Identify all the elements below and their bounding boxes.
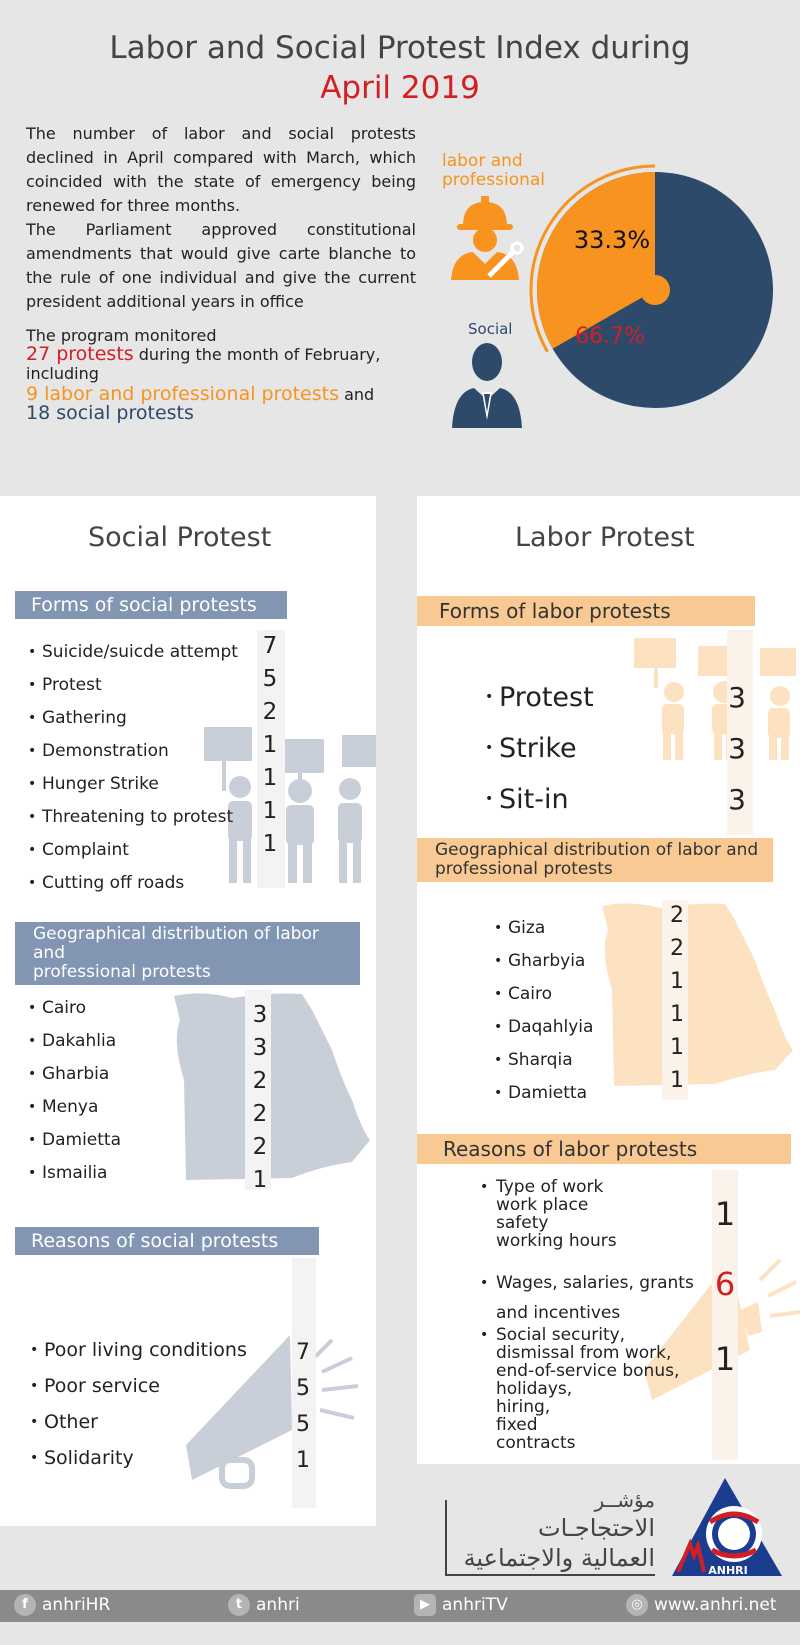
- social-form-item-label: Suicide/suicde attempt: [42, 642, 238, 662]
- social-reason-item: [30, 1368, 320, 1404]
- labor-reason-item: • Social security, dismissal from work, end-of-service bonus, holidays, hiring, fixed contracts: [480, 1326, 710, 1452]
- social-form-item: [28, 735, 268, 768]
- social-reason-item-label: Poor living conditions: [44, 1339, 247, 1361]
- social-form-item: [28, 702, 268, 735]
- social-geo-item: [28, 1157, 258, 1190]
- labor-geo-item-label: Cairo: [508, 984, 553, 1004]
- labor-form-item: [485, 774, 755, 825]
- social-geo-item-count: 2: [252, 1134, 268, 1160]
- labor-form-item-count: 3: [728, 681, 746, 714]
- labor-reason-item: • Wages, salaries, grants and incentives: [480, 1268, 710, 1328]
- social-geo-item-count: 1: [252, 1167, 268, 1193]
- footer-twitter-link[interactable]: t anhri: [228, 1594, 300, 1616]
- labor-form-item-label: Protest: [499, 682, 594, 713]
- social-form-item-count: 5: [262, 666, 278, 692]
- social-geo-item: [28, 1124, 258, 1157]
- labor-reason-line: working hours: [496, 1231, 617, 1251]
- labor-reason-line: fixed: [496, 1415, 538, 1435]
- labor-reason-count: 1: [714, 1195, 736, 1233]
- pie-center-dot: [640, 275, 670, 305]
- twitter-icon: t: [228, 1594, 250, 1616]
- labor-panel-title: Labor Protest: [515, 522, 695, 553]
- social-panel-title: Social Protest: [88, 522, 272, 553]
- labor-reason-line: dismissal from work,: [496, 1343, 672, 1363]
- monitored-period: during the month of February, including: [26, 345, 381, 383]
- social-geo-item-count: 2: [252, 1101, 268, 1127]
- labor-reason-line: contracts: [496, 1433, 576, 1453]
- social-forms-header: Forms of social protests: [15, 591, 287, 619]
- social-geo-item-label: Cairo: [42, 998, 87, 1018]
- social-geo-item-count: 2: [252, 1068, 268, 1094]
- social-reasons-list: [30, 1332, 320, 1476]
- labor-reason-line: work place: [496, 1195, 589, 1215]
- social-forms-list: [28, 636, 268, 900]
- labor-form-item-label: Sit-in: [499, 784, 569, 815]
- social-reason-item-label: Poor service: [44, 1375, 160, 1397]
- social-form-item-label: Threatening to protest: [42, 807, 234, 827]
- index-logo: مؤشــر الاحتجاجـات العمالية والاجتماعية: [445, 1500, 655, 1576]
- labor-geo-item-count: 2: [670, 936, 684, 961]
- social-geo-item: [28, 1025, 258, 1058]
- and-word: and: [339, 385, 375, 404]
- social-form-item-label: Protest: [42, 675, 102, 695]
- social-form-item: [28, 834, 268, 867]
- worker-icon: [445, 196, 525, 280]
- monitored-intro: The program monitored: [26, 326, 217, 345]
- labor-geo-item-count: 1: [670, 969, 684, 994]
- labor-geo-item-count: 1: [670, 1068, 684, 1093]
- footer-youtube-link[interactable]: ▶ anhriTV: [414, 1594, 508, 1616]
- labor-geo-item-count: 1: [670, 1002, 684, 1027]
- globe-icon: ◎: [626, 1594, 648, 1616]
- social-form-item-label: Cutting off roads: [42, 873, 185, 893]
- social-protests-count: 18 social protests: [26, 402, 194, 424]
- labor-form-item: [485, 723, 755, 774]
- intro-text: [26, 122, 416, 314]
- social-form-item-count: 1: [262, 831, 278, 857]
- labor-reason-line: Type of work: [496, 1177, 604, 1197]
- labor-reasons-header: Reasons of labor protests: [417, 1134, 791, 1164]
- social-geo-item: [28, 1058, 258, 1091]
- social-form-item-label: Gathering: [42, 708, 127, 728]
- labor-geo-item-count: 2: [670, 903, 684, 928]
- social-reason-item-count: 7: [296, 1340, 310, 1365]
- page-title: Labor and Social Protest Index during: [109, 30, 691, 66]
- svg-text:ANHRI: ANHRI: [708, 1564, 748, 1577]
- intro-paragraph-1: The number of labor and social protests declined in April compared with March, which coincided with the state of emergency being renewed for three months.: [26, 124, 416, 215]
- labor-reason-item: • Type of work work place safety working hours: [480, 1178, 710, 1250]
- labor-form-item-label: Strike: [499, 733, 577, 764]
- labor-form-item-count: 3: [728, 783, 746, 816]
- labor-geo-header: Geographical distribution of labor and professional protests: [417, 838, 773, 882]
- social-form-item-count: 7: [262, 633, 278, 659]
- page-subtitle: April 2019: [320, 70, 480, 106]
- labor-forms-header: Forms of labor protests: [417, 596, 755, 626]
- footer-website-link[interactable]: ◎ www.anhri.net: [626, 1594, 777, 1616]
- social-form-item: [28, 801, 268, 834]
- social-geo-item-label: Gharbia: [42, 1064, 110, 1084]
- social-form-item-count: 1: [262, 765, 278, 791]
- labor-forms-list: [485, 672, 755, 825]
- social-geo-item: [28, 1091, 258, 1124]
- youtube-icon: ▶: [414, 1594, 436, 1616]
- social-reason-item: [30, 1332, 320, 1368]
- labor-geo-item-label: Damietta: [508, 1083, 587, 1103]
- labor-reason-line: Wages, salaries, grants: [496, 1273, 694, 1293]
- labor-reason-line: Social security,: [496, 1325, 626, 1345]
- social-form-item: [28, 669, 268, 702]
- social-geo-item: [28, 992, 258, 1025]
- social-form-item-label: Complaint: [42, 840, 129, 860]
- social-form-item: [28, 867, 268, 900]
- social-geo-header: Geographical distribution of labor and professional protests: [15, 922, 360, 985]
- social-geo-list: [28, 992, 258, 1190]
- social-form-item-label: Hunger Strike: [42, 774, 159, 794]
- pie-labor-label: labor and professional: [442, 151, 546, 190]
- footer-facebook-link[interactable]: f anhriHR: [14, 1594, 110, 1616]
- social-reason-item-count: 5: [296, 1376, 310, 1401]
- labor-geo-item-count: 1: [670, 1035, 684, 1060]
- labor-geo-item-label: Daqahlyia: [508, 1017, 594, 1037]
- labor-geo-item-label: Giza: [508, 918, 546, 938]
- social-geo-item-count: 3: [252, 1002, 268, 1028]
- pie-labor-percent: 33.3%: [573, 226, 651, 254]
- social-form-item-count: 1: [262, 798, 278, 824]
- labor-form-item: [485, 672, 755, 723]
- social-form-item-count: 2: [262, 699, 278, 725]
- social-geo-item-count: 3: [252, 1035, 268, 1061]
- labor-reason-count: 1: [714, 1340, 736, 1378]
- social-geo-item-label: Dakahlia: [42, 1031, 117, 1051]
- labor-protests-count: 9 labor and professional protests: [26, 383, 339, 405]
- social-reason-item-label: Solidarity: [44, 1447, 134, 1469]
- monitored-summary: [26, 326, 416, 423]
- total-protests: 27 protests: [26, 343, 134, 365]
- labor-geo-item-label: Sharqia: [508, 1050, 573, 1070]
- social-reason-item-count: 5: [296, 1412, 310, 1437]
- pie-social-label: Social: [468, 320, 513, 338]
- social-geo-item-label: Damietta: [42, 1130, 121, 1150]
- intro-paragraph-2: The Parliament approved constitutional amendments that would give carte blanche to the rule of one individual and give the current president additional years in office: [26, 220, 416, 311]
- facebook-icon: f: [14, 1594, 36, 1616]
- footer-bar: [0, 1590, 800, 1622]
- social-geo-item-label: Ismailia: [42, 1163, 108, 1183]
- social-form-item: [28, 636, 268, 669]
- labor-reason-line: safety: [496, 1213, 549, 1233]
- social-form-item-label: Demonstration: [42, 741, 169, 761]
- person-icon: [452, 340, 522, 428]
- pie-social-percent: 66.7%: [575, 324, 645, 349]
- labor-reason-line: and incentives: [496, 1303, 621, 1323]
- labor-reason-count: 6: [714, 1265, 736, 1303]
- social-reasons-header: Reasons of social protests: [15, 1227, 319, 1255]
- labor-reason-line: end-of-service bonus,: [496, 1361, 680, 1381]
- labor-form-item-count: 3: [728, 732, 746, 765]
- social-form-item-count: 1: [262, 732, 278, 758]
- protest-share-pie: [520, 160, 790, 430]
- social-reason-item-count: 1: [296, 1448, 310, 1473]
- labor-geo-item-label: Gharbyia: [508, 951, 586, 971]
- social-geo-item-label: Menya: [42, 1097, 99, 1117]
- social-reason-item-label: Other: [44, 1411, 98, 1433]
- anhri-logo: [670, 1476, 785, 1582]
- labor-reason-line: holidays,: [496, 1379, 573, 1399]
- social-form-item: [28, 768, 268, 801]
- labor-reason-line: hiring,: [496, 1397, 551, 1417]
- social-reason-item: [30, 1440, 320, 1476]
- social-reason-item: [30, 1404, 320, 1440]
